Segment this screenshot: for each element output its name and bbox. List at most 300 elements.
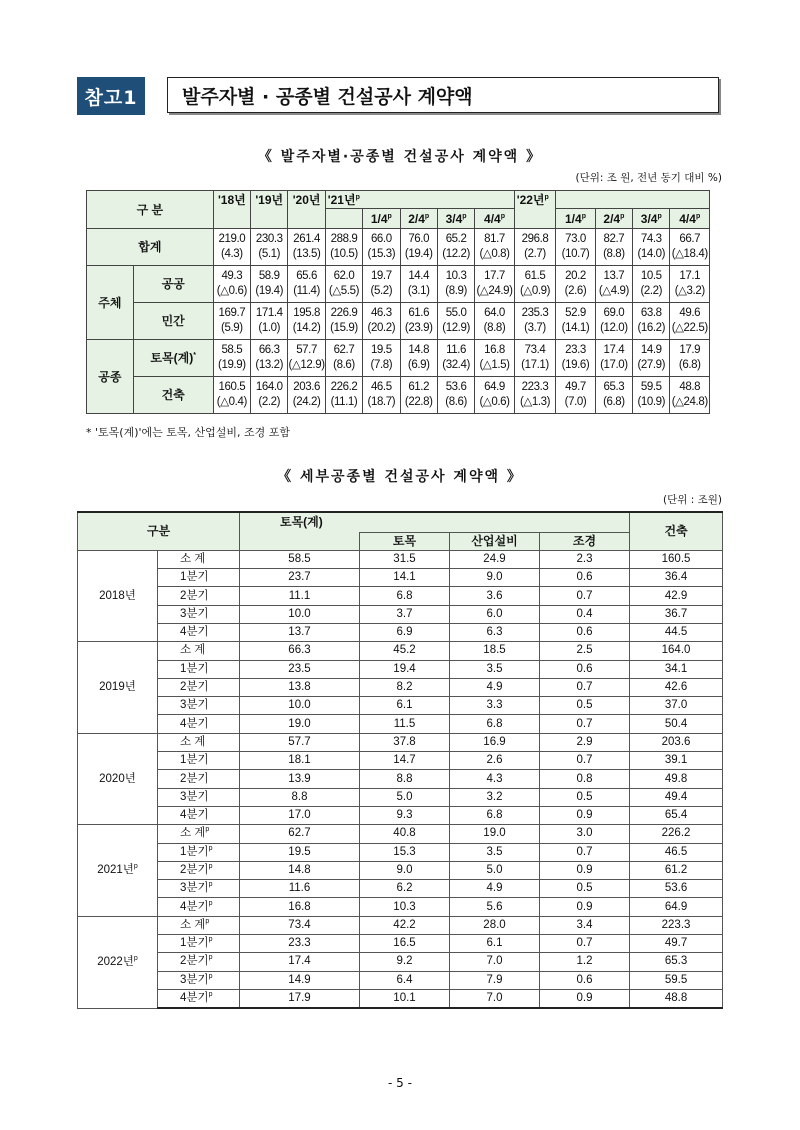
value-cell xyxy=(363,303,400,340)
table-row xyxy=(78,770,723,788)
table-row xyxy=(78,861,723,879)
quarter-label: 3분기$^p$ xyxy=(158,971,240,989)
value-cell: 45.2 xyxy=(360,642,450,660)
contract-value: 160.5 xyxy=(218,380,246,393)
table-row xyxy=(78,898,723,916)
contract-value: 235.3 xyxy=(521,306,549,319)
yoy-change: (11.4) xyxy=(293,285,320,297)
value-cell xyxy=(556,303,595,340)
table-row xyxy=(78,806,723,824)
quarter-label: 4분기 xyxy=(158,623,240,641)
value-cell xyxy=(437,229,474,266)
value-cell xyxy=(437,340,474,377)
quarter-label: 1분기$^p$ xyxy=(158,935,240,953)
yoy-change: (1.0) xyxy=(258,322,281,334)
row-label-civil: 토목(계)* xyxy=(133,340,213,377)
yoy-change: (△5.5) xyxy=(328,285,360,297)
yoy-change: (△0.8) xyxy=(479,248,510,260)
value-cell: 0.7 xyxy=(540,935,630,953)
table2-unit: (단위 : 조원) xyxy=(663,494,722,506)
value-cell xyxy=(595,229,632,266)
table-row xyxy=(78,587,723,605)
value-cell xyxy=(556,377,595,414)
value-cell: 16.8 xyxy=(240,898,360,916)
value-cell: 42.6 xyxy=(630,678,723,696)
contract-value: 19.5 xyxy=(370,343,392,356)
value-cell: 46.5 xyxy=(630,843,723,861)
quarter-label: 2분기 xyxy=(158,587,240,605)
contract-value: 74.3 xyxy=(640,232,662,245)
contract-value: 20.2 xyxy=(565,269,586,282)
yoy-change: (2.6) xyxy=(564,285,587,297)
contract-value: 219.0 xyxy=(218,232,246,245)
quarter-label: 1분기 xyxy=(158,752,240,770)
value-cell: 64.9 xyxy=(630,898,723,916)
value-cell xyxy=(475,266,514,303)
table-row xyxy=(78,605,723,623)
value-cell: 36.4 xyxy=(630,569,723,587)
value-cell xyxy=(514,229,556,266)
subtotal-label: 소 계 xyxy=(158,550,240,568)
value-cell xyxy=(213,377,250,414)
year-header: '20년 xyxy=(288,191,325,209)
value-cell: 16.5 xyxy=(360,935,450,953)
yoy-change: (18.7) xyxy=(367,396,396,408)
value-cell: 3.6 xyxy=(450,587,540,605)
table2-title: 《 세부공종별 건설공사 계약액 》 xyxy=(277,469,523,485)
value-cell: 62.7 xyxy=(240,825,360,843)
value-cell: 40.8 xyxy=(360,825,450,843)
value-cell xyxy=(325,229,362,266)
value-cell: 0.9 xyxy=(540,806,630,824)
table-row xyxy=(78,550,723,568)
contract-value: 14.4 xyxy=(408,269,430,282)
value-cell: 73.4 xyxy=(240,916,360,934)
quarter-label: 1분기 xyxy=(158,660,240,678)
contract-value: 65.6 xyxy=(296,269,317,282)
detail-contract-table xyxy=(77,511,723,1009)
table-row xyxy=(78,752,723,770)
value-cell: 0.7 xyxy=(540,752,630,770)
contract-value: 14.9 xyxy=(640,343,662,356)
value-cell xyxy=(437,303,474,340)
yoy-change: (12.9) xyxy=(442,322,470,334)
section-title-text: 발주자별 · 공종별 건설공사 계약액 xyxy=(182,85,473,108)
value-cell: 3.2 xyxy=(450,788,540,806)
value-cell xyxy=(595,303,632,340)
yoy-change: (△0.9) xyxy=(519,285,551,297)
value-cell xyxy=(325,266,362,303)
yoy-change: (△24.8) xyxy=(671,396,708,408)
value-cell: 6.3 xyxy=(450,623,540,641)
contract-value: 66.7 xyxy=(679,232,701,245)
value-cell: 10.0 xyxy=(240,605,360,623)
value-cell: 0.6 xyxy=(540,660,630,678)
table-row xyxy=(78,697,723,715)
quarter-label: 3분기 xyxy=(158,605,240,623)
table2-landscape-header: 조경 xyxy=(540,532,630,550)
value-cell: 61.2 xyxy=(630,861,723,879)
contract-value: 65.3 xyxy=(603,380,625,393)
value-cell: 14.9 xyxy=(240,971,360,989)
yoy-change: (6.9) xyxy=(407,359,430,371)
value-cell: 6.2 xyxy=(360,880,450,898)
value-cell xyxy=(213,266,250,303)
value-cell: 19.4 xyxy=(360,660,450,678)
contract-value: 261.4 xyxy=(293,232,320,245)
contract-value: 16.8 xyxy=(484,343,505,356)
value-cell: 8.2 xyxy=(360,678,450,696)
yoy-change: (19.4) xyxy=(255,285,284,297)
value-cell: 2.6 xyxy=(450,752,540,770)
table2-civil-header: 토목 xyxy=(360,532,450,550)
value-cell: 0.7 xyxy=(540,587,630,605)
yoy-change: (4.3) xyxy=(221,248,243,260)
contract-value: 62.0 xyxy=(333,269,355,282)
value-cell xyxy=(633,377,670,414)
value-cell: 37.8 xyxy=(360,733,450,751)
value-cell xyxy=(213,229,250,266)
value-cell xyxy=(400,266,437,303)
value-cell xyxy=(556,229,595,266)
value-cell: 10.0 xyxy=(240,697,360,715)
table-row xyxy=(78,843,723,861)
yoy-change: (24.2) xyxy=(292,396,321,408)
year-cell: 2019년 xyxy=(78,642,158,733)
value-cell: 49.7 xyxy=(630,935,723,953)
value-cell: 13.8 xyxy=(240,678,360,696)
yoy-change: (2.7) xyxy=(524,248,546,260)
yoy-change: (16.2) xyxy=(637,322,666,334)
value-cell: 10.3 xyxy=(360,898,450,916)
contract-value: 10.3 xyxy=(445,269,467,282)
yoy-change: (5.2) xyxy=(370,285,393,297)
yoy-change: (22.8) xyxy=(404,396,433,408)
value-cell: 0.5 xyxy=(540,788,630,806)
value-cell xyxy=(251,340,288,377)
value-cell: 58.5 xyxy=(240,550,360,568)
value-cell xyxy=(437,377,474,414)
table-row xyxy=(78,660,723,678)
year-cell: 2022년$^p$ xyxy=(78,916,158,1008)
quarter-header: 1/4$^p$ xyxy=(363,209,400,229)
value-cell xyxy=(363,377,400,414)
table2-blank-header xyxy=(240,532,360,550)
value-cell: 6.8 xyxy=(450,806,540,824)
row-label-total: 합계 xyxy=(87,229,214,266)
value-cell xyxy=(251,303,288,340)
yoy-change: (△0.6) xyxy=(216,285,247,297)
contract-value: 73.4 xyxy=(524,343,546,356)
contract-value: 23.3 xyxy=(565,343,586,356)
yoy-change: (12.0) xyxy=(600,322,628,334)
contract-value: 63.8 xyxy=(640,306,662,319)
value-cell: 11.6 xyxy=(240,880,360,898)
value-cell: 42.9 xyxy=(630,587,723,605)
value-cell: 10.1 xyxy=(360,989,450,1008)
value-cell: 50.4 xyxy=(630,715,723,733)
contract-value: 61.5 xyxy=(524,269,546,282)
subtotal-label: 소 계$^p$ xyxy=(158,916,240,934)
blank-header xyxy=(556,191,710,209)
value-cell xyxy=(363,229,400,266)
value-cell xyxy=(288,229,325,266)
yoy-change: (△1.3) xyxy=(519,396,551,408)
contract-value: 57.7 xyxy=(296,343,317,356)
table-row xyxy=(78,733,723,751)
subtotal-label: 소 계 xyxy=(158,642,240,660)
contract-value: 288.9 xyxy=(330,232,358,245)
value-cell: 19.0 xyxy=(450,825,540,843)
value-cell: 8.8 xyxy=(240,788,360,806)
table2-civil-total-header: 토목(계) xyxy=(240,512,630,532)
value-cell xyxy=(595,266,632,303)
yoy-change: (△3.2) xyxy=(674,285,705,297)
value-cell: 7.9 xyxy=(450,971,540,989)
table-row xyxy=(78,880,723,898)
footnote: * '토목(계)'에는 토목, 산업설비, 조경 포함 xyxy=(86,426,290,439)
contract-value: 10.5 xyxy=(640,269,662,282)
value-cell: 0.6 xyxy=(540,971,630,989)
contract-value: 17.9 xyxy=(679,343,701,356)
yoy-change: (8.8) xyxy=(603,248,625,260)
yoy-change: (23.9) xyxy=(404,322,433,334)
contract-value: 11.6 xyxy=(446,343,467,356)
value-cell: 160.5 xyxy=(630,550,723,568)
yoy-change: (12.2) xyxy=(442,248,470,260)
year-header: '19년 xyxy=(251,191,288,209)
value-cell: 11.1 xyxy=(240,587,360,605)
yoy-change: (17.1) xyxy=(521,359,549,371)
value-cell xyxy=(633,303,670,340)
contract-value: 230.3 xyxy=(255,232,283,245)
value-cell: 17.0 xyxy=(240,806,360,824)
contract-value: 17.7 xyxy=(484,269,505,282)
value-cell: 14.8 xyxy=(240,861,360,879)
yoy-change: (14.0) xyxy=(637,248,666,260)
value-cell: 2.5 xyxy=(540,642,630,660)
table-row xyxy=(78,916,723,934)
yoy-change: (3.1) xyxy=(407,285,430,297)
value-cell: 23.5 xyxy=(240,660,360,678)
contract-value: 226.9 xyxy=(330,306,358,319)
blank-header xyxy=(251,209,288,229)
value-cell xyxy=(670,340,710,377)
value-cell: 0.7 xyxy=(540,715,630,733)
value-cell: 6.4 xyxy=(360,971,450,989)
year-header-2022: '22년$^p$ xyxy=(514,191,556,209)
value-cell: 0.7 xyxy=(540,843,630,861)
contract-value: 55.0 xyxy=(445,306,467,319)
value-cell: 2.3 xyxy=(540,550,630,568)
row-label-public: 공공 xyxy=(133,266,213,303)
yoy-change: (8.6) xyxy=(333,359,355,371)
value-cell: 9.2 xyxy=(360,953,450,971)
contract-value: 73.0 xyxy=(565,232,586,245)
row-label-private: 민간 xyxy=(133,303,213,340)
value-cell: 0.7 xyxy=(540,678,630,696)
detail-table-body xyxy=(78,550,723,1008)
yoy-change: (13.2) xyxy=(255,359,284,371)
quarter-label: 2분기 xyxy=(158,678,240,696)
value-cell xyxy=(514,266,556,303)
value-cell: 3.5 xyxy=(450,660,540,678)
value-cell: 66.3 xyxy=(240,642,360,660)
value-cell: 164.0 xyxy=(630,642,723,660)
yoy-change: (13.5) xyxy=(292,248,321,260)
table-row xyxy=(78,935,723,953)
contract-value: 66.3 xyxy=(258,343,280,356)
yoy-change: (3.7) xyxy=(524,322,546,334)
value-cell: 1.2 xyxy=(540,953,630,971)
yoy-change: (19.9) xyxy=(218,359,246,371)
yoy-change: (5.9) xyxy=(221,322,243,334)
year-header-2021: '21년$^p$ xyxy=(325,191,514,209)
yoy-change: (15.9) xyxy=(330,322,358,334)
value-cell: 65.3 xyxy=(630,953,723,971)
contract-value: 46.3 xyxy=(370,306,392,319)
contract-value: 49.6 xyxy=(679,306,701,319)
yoy-change: (19.6) xyxy=(561,359,590,371)
value-cell: 203.6 xyxy=(630,733,723,751)
blank-header xyxy=(514,209,556,229)
blank-header xyxy=(325,209,362,229)
yoy-change: (10.7) xyxy=(561,248,590,260)
value-cell: 223.3 xyxy=(630,916,723,934)
subtotal-label: 소 계$^p$ xyxy=(158,825,240,843)
value-cell: 9.3 xyxy=(360,806,450,824)
value-cell: 3.4 xyxy=(540,916,630,934)
contract-value: 76.0 xyxy=(408,232,430,245)
yoy-change: (△0.6) xyxy=(479,396,510,408)
value-cell: 53.6 xyxy=(630,880,723,898)
yoy-change: (△0.4) xyxy=(216,396,247,408)
value-cell: 6.9 xyxy=(360,623,450,641)
table2-gubun-header: 구분 xyxy=(78,512,240,550)
contract-value: 58.5 xyxy=(221,343,243,356)
value-cell xyxy=(400,377,437,414)
value-cell: 4.9 xyxy=(450,880,540,898)
quarter-label: 1분기$^p$ xyxy=(158,843,240,861)
value-cell xyxy=(325,340,362,377)
value-cell: 39.1 xyxy=(630,752,723,770)
value-cell xyxy=(400,229,437,266)
quarter-header: 4/4$^p$ xyxy=(475,209,514,229)
contract-value: 53.6 xyxy=(445,380,467,393)
value-cell: 17.9 xyxy=(240,989,360,1008)
quarter-header: 3/4$^p$ xyxy=(437,209,474,229)
value-cell xyxy=(633,229,670,266)
table-row xyxy=(78,825,723,843)
yoy-change: (11.1) xyxy=(330,396,358,408)
yoy-change: (6.8) xyxy=(678,359,701,371)
value-cell: 0.9 xyxy=(540,861,630,879)
table1-col-label: 구 분 xyxy=(87,191,214,229)
contract-value: 64.9 xyxy=(484,380,505,393)
value-cell: 6.1 xyxy=(450,935,540,953)
value-cell xyxy=(633,266,670,303)
value-cell: 4.9 xyxy=(450,678,540,696)
value-cell: 18.1 xyxy=(240,752,360,770)
contract-value: 49.3 xyxy=(221,269,243,282)
subtotal-label: 소 계 xyxy=(158,733,240,751)
year-cell: 2018년 xyxy=(78,550,158,641)
value-cell: 15.3 xyxy=(360,843,450,861)
contract-value: 66.0 xyxy=(370,232,392,245)
value-cell: 49.8 xyxy=(630,770,723,788)
year-cell: 2021년$^p$ xyxy=(78,825,158,916)
value-cell xyxy=(288,377,325,414)
contract-value: 296.8 xyxy=(521,232,549,245)
value-cell: 3.5 xyxy=(450,843,540,861)
value-cell xyxy=(556,266,595,303)
value-cell: 16.9 xyxy=(450,733,540,751)
contract-value: 164.0 xyxy=(255,380,283,393)
table-row xyxy=(78,971,723,989)
yoy-change: (7.0) xyxy=(564,396,587,408)
value-cell: 0.6 xyxy=(540,569,630,587)
yoy-change: (19.4) xyxy=(404,248,433,260)
contract-value: 17.1 xyxy=(679,269,701,282)
value-cell: 5.0 xyxy=(450,861,540,879)
quarter-label: 4분기$^p$ xyxy=(158,898,240,916)
value-cell: 59.5 xyxy=(630,971,723,989)
value-cell xyxy=(325,303,362,340)
yoy-change: (7.8) xyxy=(370,359,393,371)
value-cell: 0.4 xyxy=(540,605,630,623)
table-row xyxy=(78,788,723,806)
value-cell: 48.8 xyxy=(630,989,723,1008)
yoy-change: (8.8) xyxy=(483,322,506,334)
yoy-change: (5.1) xyxy=(258,248,281,260)
value-cell: 19.5 xyxy=(240,843,360,861)
table2-building-header: 건축 xyxy=(630,512,723,550)
value-cell: 4.3 xyxy=(450,770,540,788)
value-cell: 36.7 xyxy=(630,605,723,623)
value-cell: 7.0 xyxy=(450,989,540,1008)
year-cell: 2020년 xyxy=(78,733,158,824)
yoy-change: (△18.4) xyxy=(671,248,708,260)
contract-value: 169.7 xyxy=(218,306,246,319)
table-row xyxy=(78,715,723,733)
contract-value: 61.6 xyxy=(408,306,430,319)
quarter-header: 3/4$^p$ xyxy=(633,209,670,229)
yoy-change: (17.0) xyxy=(600,359,628,371)
row-label-building: 건축 xyxy=(133,377,213,414)
value-cell xyxy=(475,229,514,266)
value-cell xyxy=(213,340,250,377)
value-cell xyxy=(556,340,595,377)
contract-value: 46.5 xyxy=(370,380,392,393)
contract-value: 81.7 xyxy=(484,232,505,245)
contract-value: 223.3 xyxy=(521,380,549,393)
yoy-change: (32.4) xyxy=(442,359,470,371)
contract-value: 17.4 xyxy=(603,343,625,356)
value-cell: 0.9 xyxy=(540,989,630,1008)
blank-header xyxy=(288,209,325,229)
yoy-change: (△22.5) xyxy=(671,322,708,334)
value-cell xyxy=(213,303,250,340)
value-cell xyxy=(595,340,632,377)
value-cell: 11.5 xyxy=(360,715,450,733)
value-cell: 8.8 xyxy=(360,770,450,788)
table-row xyxy=(78,623,723,641)
value-cell xyxy=(251,266,288,303)
value-cell xyxy=(514,340,556,377)
value-cell: 226.2 xyxy=(630,825,723,843)
section-tag: 참고1 xyxy=(77,77,145,115)
contract-value: 58.9 xyxy=(258,269,280,282)
